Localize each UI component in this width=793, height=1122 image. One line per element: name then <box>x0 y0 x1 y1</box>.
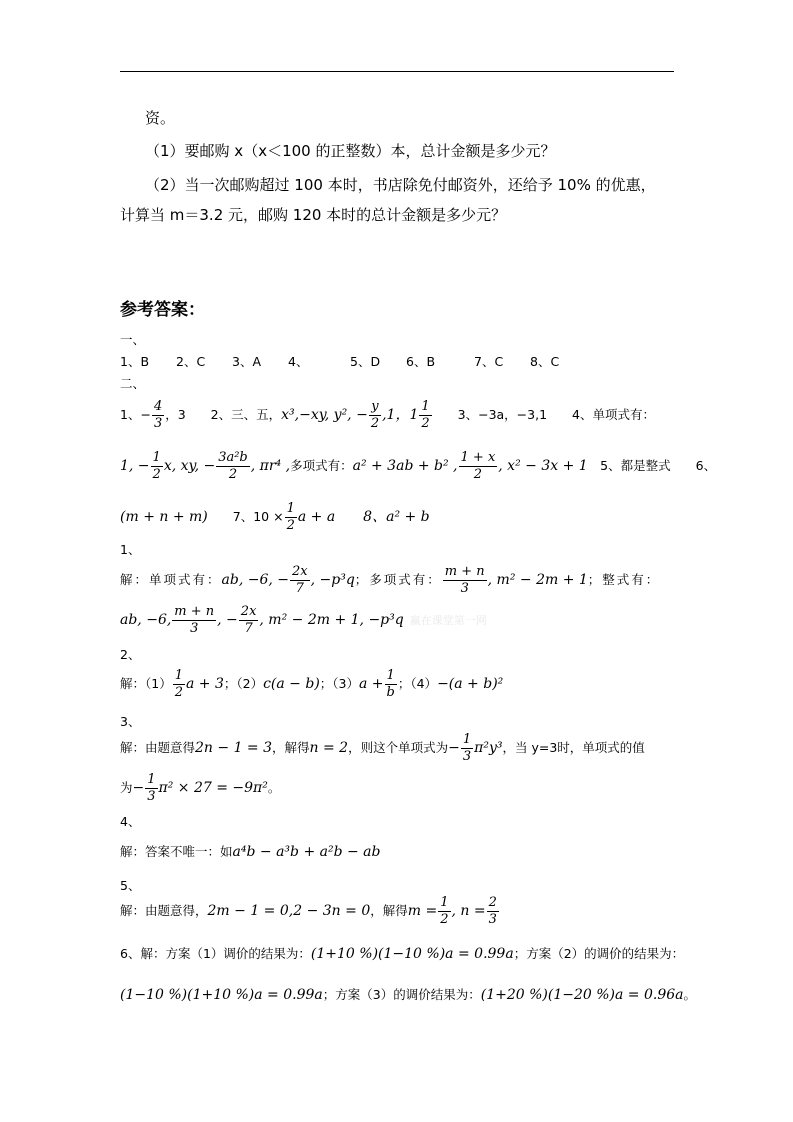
math-expression: (m + n + m) <box>120 509 208 525</box>
math-expression: −(a + b)² <box>437 676 504 692</box>
text: 解：答案不唯一：如 <box>120 844 233 859</box>
text: ；多项式有： <box>354 572 442 587</box>
math-expression: c(a − b) <box>263 676 320 692</box>
math-expression: a + 3 <box>185 676 224 692</box>
solution-5-label: 5、 <box>120 878 141 893</box>
math-expression: ab, −6, <box>120 612 172 628</box>
math-expression: − <box>132 780 145 796</box>
choice-answer: 5、D <box>350 354 381 369</box>
solution-4-line <box>120 842 380 862</box>
choice-answer: 4、 <box>288 354 309 369</box>
math-expression: 1, − <box>120 458 150 474</box>
fraction <box>290 564 310 597</box>
fraction <box>173 668 185 701</box>
text: ，当 y=3时，单项式的值 <box>502 740 645 755</box>
fraction <box>369 399 381 432</box>
text: 。 <box>683 987 697 1002</box>
text: ；（3） <box>319 676 359 691</box>
text: ，解得 <box>272 740 310 755</box>
section-1-label: 一、 <box>120 332 146 347</box>
fraction <box>145 772 157 805</box>
numerator: 1 <box>386 668 395 683</box>
header-rule <box>120 71 674 72</box>
text: 。 <box>267 780 281 795</box>
question-1: （1）要邮购 x（x＜100 的正整数）本，总计金额是多少元？ <box>145 142 556 160</box>
answers-title: 参考答案： <box>120 300 205 320</box>
fill-answers-line-3 <box>120 500 430 534</box>
text: ；整式有： <box>587 572 661 587</box>
math-expression: , − <box>217 612 238 628</box>
math-expression: a + a <box>297 509 336 525</box>
numerator: 3a²b <box>218 450 248 465</box>
math-expression: , πr⁴ , <box>250 458 291 474</box>
denominator: 3 <box>462 749 472 764</box>
math-expression: , x² − 3x + 1 <box>498 458 588 474</box>
math-expression: a² + 3ab + b² , <box>352 458 458 474</box>
math-expression: m = <box>407 903 438 919</box>
fill-answers-line-2 <box>120 448 716 484</box>
solution-2-label: 2、 <box>120 647 141 662</box>
math-expression: 2n − 1 = 3 <box>195 740 273 756</box>
text: 5、都是整式 6、 <box>587 458 717 473</box>
denominator: 2 <box>421 416 430 431</box>
fraction <box>443 564 487 597</box>
text: 1、− <box>120 407 151 422</box>
section-2-label: 二、 <box>120 376 146 391</box>
text: ，解得 <box>370 903 408 918</box>
text: ，则这个单项式为 <box>348 740 449 755</box>
math-expression: , m² − 2m + 1, −p³q <box>259 612 404 628</box>
math-expression: x, xy, − <box>163 458 216 474</box>
text: ，3 2、三、五， <box>165 407 282 422</box>
numerator: 1 <box>421 399 430 414</box>
math-expression: (1+10 %)(1−10 %)a = 0.99a <box>310 946 514 962</box>
math-expression: , n = <box>451 903 486 919</box>
text: ；（2） <box>223 676 264 691</box>
text: 解：单项式有： <box>120 572 222 587</box>
watermark: 赢在课堂第一网 <box>409 614 487 627</box>
fraction <box>419 399 431 432</box>
solution-2-line <box>120 666 503 702</box>
math-expression: 8、a² + b <box>335 509 430 525</box>
math-expression: π² × 27 = −9π² <box>158 780 268 796</box>
denominator: 2 <box>370 416 380 431</box>
numerator: 1 <box>147 772 156 787</box>
math-expression: (1+20 %)(1−20 %)a = 0.96a <box>480 987 684 1003</box>
numerator: 4 <box>153 399 163 414</box>
denominator: 2 <box>286 518 295 533</box>
fill-answers-line-1 <box>120 398 655 432</box>
text: 3、−3a，−3,1 4、单项式有： <box>432 407 655 422</box>
numerator: 2x <box>292 564 308 579</box>
fraction <box>239 604 259 637</box>
fraction <box>487 895 499 928</box>
fraction <box>151 450 163 483</box>
math-expression: 2m − 1 = 0,2 − 3n = 0 <box>207 903 371 919</box>
denominator: 2 <box>174 685 183 700</box>
solution-1-label: 1、 <box>120 542 141 557</box>
fraction <box>172 604 216 637</box>
numerator: 1 + x <box>460 450 496 465</box>
text: 多项式有： <box>290 458 353 473</box>
fraction <box>152 399 164 432</box>
math-expression: x³,−xy, y², − <box>281 407 368 423</box>
math-expression: , −p³q <box>310 572 355 588</box>
denominator: 3 <box>460 581 469 596</box>
solution-3-line-1 <box>120 730 645 766</box>
denominator: 2 <box>228 467 238 482</box>
math-expression: a + <box>359 676 384 692</box>
fraction <box>385 668 397 701</box>
denominator: 2 <box>152 467 161 482</box>
numerator: m + n <box>444 564 485 579</box>
math-expression: π²y³ <box>474 740 503 756</box>
solution-3-line-2 <box>120 770 280 806</box>
text: ；方案（3）的调价结果为： <box>322 987 481 1002</box>
numerator: 1 <box>174 668 183 683</box>
choice-answers <box>120 352 570 372</box>
math-expression: − <box>448 740 460 756</box>
text: 解：由题意得 <box>120 740 196 755</box>
math-expression: a⁴b − a³b + a²b − ab <box>232 844 381 860</box>
denominator: 3 <box>153 416 163 431</box>
fraction <box>459 450 498 483</box>
denominator: b <box>386 685 395 700</box>
solution-5-line <box>120 893 500 929</box>
denominator: 3 <box>190 621 199 636</box>
numerator: 1 <box>152 450 161 465</box>
choice-answer: 8、C <box>530 354 560 369</box>
choice-answer: 6、B <box>406 354 436 369</box>
denominator: 7 <box>295 581 304 596</box>
denominator: 3 <box>488 912 497 927</box>
fraction <box>285 501 297 534</box>
numerator: 1 <box>462 732 472 747</box>
text: ；（4） <box>397 676 438 691</box>
numerator: 1 <box>286 501 295 516</box>
question-2-line-2: 计算当 m＝3.2 元，邮购 120 本时的总计金额是多少元？ <box>120 206 507 224</box>
math-expression: ab, −6, − <box>221 572 289 588</box>
solution-3-label: 3、 <box>120 714 141 729</box>
denominator: 7 <box>244 621 253 636</box>
choice-answer: 3、A <box>232 354 262 369</box>
numerator: m + n <box>174 604 215 619</box>
math-expression: n = 2 <box>309 740 349 756</box>
solution-4-label: 4、 <box>120 814 141 829</box>
text: ；方案（2）的调价的结果为： <box>513 946 685 961</box>
solution-1-line-2 <box>120 602 487 639</box>
denominator: 3 <box>147 789 156 804</box>
text: 为 <box>120 780 133 795</box>
text: 解：（1） <box>120 676 172 691</box>
numerator: 2x <box>240 604 257 619</box>
solution-6-line-2 <box>120 985 696 1005</box>
solution-6-line-1 <box>120 944 684 964</box>
question-2-line-1: （2）当一次邮购超过 100 本时，书店除免付邮资外，还给予 10% 的优惠， <box>145 176 656 194</box>
denominator: 2 <box>440 912 449 927</box>
denominator: 2 <box>473 467 483 482</box>
problem-continuation: 资。 <box>145 109 176 127</box>
choice-answer: 2、C <box>176 354 206 369</box>
math-expression: , m² − 2m + 1 <box>487 572 588 588</box>
solution-1-line-1 <box>120 562 660 598</box>
numerator: 2 <box>488 895 497 910</box>
fraction <box>461 732 473 765</box>
text: 解：由题意得， <box>120 903 208 918</box>
math-expression: (1−10 %)(1+10 %)a = 0.99a <box>120 987 323 1003</box>
numerator: y <box>371 399 379 414</box>
fraction <box>216 450 250 483</box>
fraction <box>438 895 450 928</box>
choice-answer: 1、B <box>120 354 150 369</box>
math-expression: ,1，1 <box>382 407 419 423</box>
choice-answer: 7、C <box>474 354 504 369</box>
text: 6、解：方案（1）调价的结果为： <box>120 946 311 961</box>
text: 7、10 × <box>207 509 284 524</box>
numerator: 1 <box>440 895 449 910</box>
